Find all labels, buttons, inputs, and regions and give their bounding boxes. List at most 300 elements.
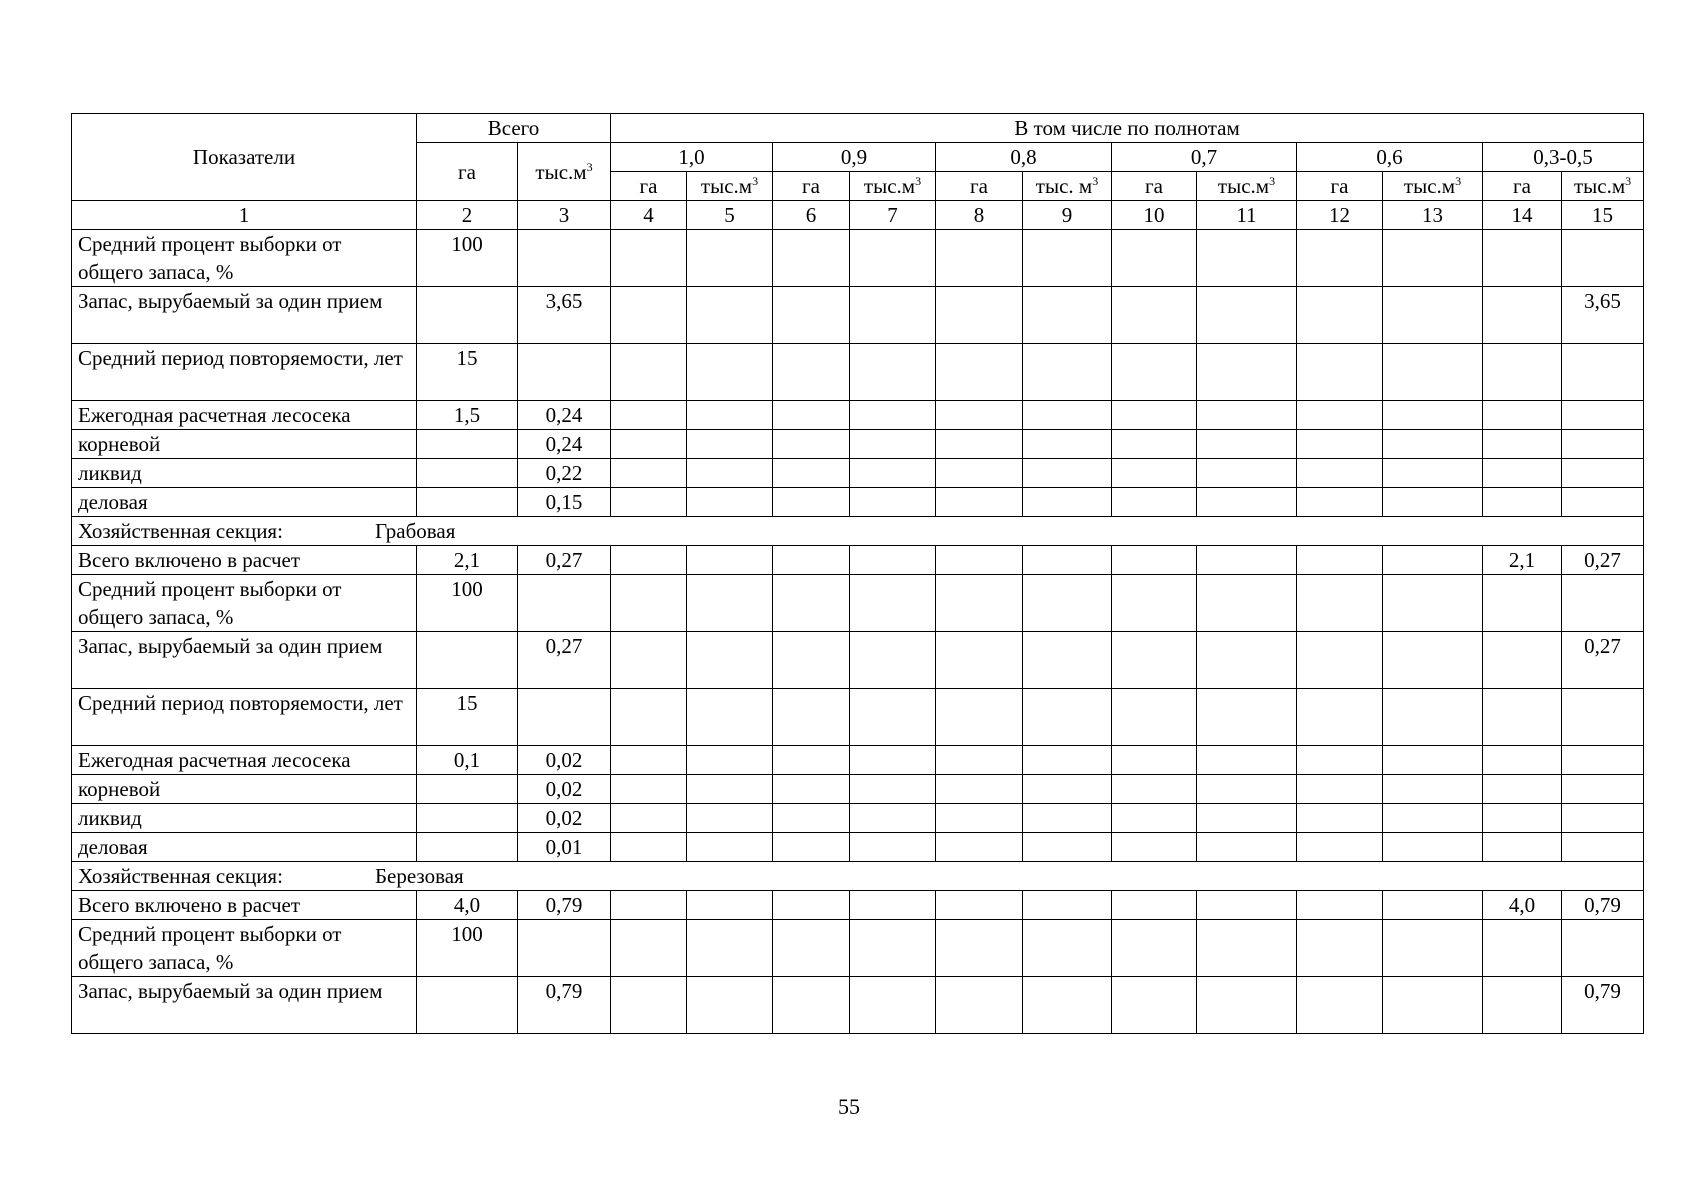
table-cell: 0,24 [518,401,611,430]
table-cell [687,287,773,344]
row-label: корневой [72,775,417,804]
table-cell [687,977,773,1034]
table-row [72,401,1644,430]
table-cell [1562,344,1644,401]
table-cell [417,287,518,344]
table-row [72,546,1644,575]
table-cell [1197,575,1297,632]
table-cell [936,344,1023,401]
table-cell [611,287,687,344]
table-cell [1197,632,1297,689]
row-label: Запас, вырубаемый за один прием [72,632,417,689]
table-cell [1562,746,1644,775]
table-row [72,344,1644,401]
table-cell [1197,344,1297,401]
row-label: деловая [72,488,417,517]
header-tm: тыс. $м^3$ [1023,172,1112,201]
table-cell [611,230,687,287]
table-cell: 0,27 [518,546,611,575]
header-total: Всего [417,114,611,143]
table-cell [850,401,936,430]
table-cell [773,546,850,575]
table-cell [687,230,773,287]
table-cell [850,632,936,689]
table-cell [687,833,773,862]
table-cell [1023,833,1112,862]
table-cell [1112,488,1197,517]
table-cell [417,833,518,862]
table-cell [611,632,687,689]
table-cell [1383,804,1483,833]
table-cell [1197,287,1297,344]
table-cell [1112,287,1197,344]
table-cell [1112,401,1197,430]
table-row [72,230,1644,287]
header-density: 0,7 [1112,143,1297,172]
column-number: 5 [687,201,773,230]
column-number: 1 [72,201,417,230]
row-label: Ежегодная расчетная лесосека [72,746,417,775]
table-cell [1562,230,1644,287]
table-cell [1483,746,1562,775]
table-row [72,488,1644,517]
table-cell: 0,79 [518,977,611,1034]
table-cell [1483,344,1562,401]
column-number: 6 [773,201,850,230]
table-cell [773,575,850,632]
table-cell [1297,230,1383,287]
table-cell [417,430,518,459]
table-cell [1383,689,1483,746]
table-cell [687,546,773,575]
table-cell: 0,02 [518,746,611,775]
table-cell [773,488,850,517]
table-cell [1197,488,1297,517]
table-cell [1562,775,1644,804]
table-cell [1112,546,1197,575]
table-cell [1383,430,1483,459]
table-cell [518,344,611,401]
table-cell [936,230,1023,287]
table-cell [1383,920,1483,977]
table-cell: 2,1 [1483,546,1562,575]
table-cell [936,891,1023,920]
row-label: Средний период повторяемости, лет [72,344,417,401]
table-cell [1483,401,1562,430]
header-ha: га [773,172,850,201]
column-number: 10 [1112,201,1197,230]
header-ha: га [1483,172,1562,201]
table-cell [936,833,1023,862]
table-cell [1562,575,1644,632]
table-cell [1383,344,1483,401]
table-cell [773,977,850,1034]
table-cell [611,401,687,430]
column-number: 12 [1297,201,1383,230]
table-cell: 0,79 [518,891,611,920]
table-cell: 0,01 [518,833,611,862]
table-cell: 0,79 [1562,891,1644,920]
header-density: 0,3-0,5 [1483,143,1644,172]
table-cell [936,488,1023,517]
table-cell [1197,891,1297,920]
table-cell [1197,430,1297,459]
table-cell [687,430,773,459]
column-number: 13 [1383,201,1483,230]
table-cell [1383,546,1483,575]
table-cell [1383,575,1483,632]
header-tm: $тыс.м^3$ [1562,172,1644,201]
table-cell [1562,401,1644,430]
table-cell [850,430,936,459]
table-cell [1023,804,1112,833]
table-cell [1112,575,1197,632]
table-cell [936,746,1023,775]
table-cell [1297,287,1383,344]
column-number: 8 [936,201,1023,230]
section-name: Грабовая [374,519,456,543]
table-cell: 0,02 [518,775,611,804]
table-row [72,430,1644,459]
table-row [72,287,1644,344]
row-label: Всего включено в расчет [72,891,417,920]
column-number: 7 [850,201,936,230]
table-cell [1023,977,1112,1034]
table-cell [1297,459,1383,488]
table-cell: 4,0 [417,891,518,920]
table-cell [687,920,773,977]
table-cell [417,775,518,804]
table-cell [1297,891,1383,920]
table-cell [611,775,687,804]
table-cell [1383,287,1483,344]
table-cell [1383,746,1483,775]
column-number: 4 [611,201,687,230]
table-cell [1112,804,1197,833]
table-cell [687,575,773,632]
table-cell: 3,65 [518,287,611,344]
column-number: 11 [1197,201,1297,230]
table-cell [1297,488,1383,517]
row-label: Средний процент выборки от общего запаса, % [72,575,417,632]
table-cell [773,401,850,430]
row-label: Запас, вырубаемый за один прием [72,287,417,344]
table-cell [1297,430,1383,459]
table-cell: 15 [417,344,518,401]
table-cell [1383,230,1483,287]
table-row [72,833,1644,862]
table-cell [518,920,611,977]
table-cell [417,632,518,689]
table-cell [1197,804,1297,833]
table-row [72,920,1644,977]
row-label: Средний период повторяемости, лет [72,689,417,746]
table-cell [687,401,773,430]
table-cell [1297,689,1383,746]
column-number: 14 [1483,201,1562,230]
table-cell: 0,27 [1562,546,1644,575]
row-label: Запас, вырубаемый за один прием [72,977,417,1034]
table-cell [1197,833,1297,862]
table-cell [1483,632,1562,689]
table-cell [1197,775,1297,804]
table-cell [1023,891,1112,920]
table-cell: 0,79 [1562,977,1644,1034]
table-cell [1197,401,1297,430]
table-cell [936,287,1023,344]
table-cell [1483,977,1562,1034]
row-label: Всего включено в расчет [72,546,417,575]
table-cell [518,575,611,632]
table-cell [1383,488,1483,517]
table-row [72,804,1644,833]
table-cell [1023,746,1112,775]
table-cell [1197,746,1297,775]
table-cell [1023,632,1112,689]
table-cell [1383,401,1483,430]
table-row [72,891,1644,920]
table-cell [1112,230,1197,287]
row-label: деловая [72,833,417,862]
table-cell [1483,575,1562,632]
table-cell [1112,920,1197,977]
table-cell [1297,746,1383,775]
table-cell [1112,459,1197,488]
table-cell [850,575,936,632]
page-number: 55 [838,1094,860,1119]
table-cell [773,632,850,689]
table-cell [1297,977,1383,1034]
table-cell [1297,546,1383,575]
table-cell [1023,575,1112,632]
table-cell [1023,459,1112,488]
table-cell [1197,689,1297,746]
header-ha: га [1112,172,1197,201]
table-cell [1023,401,1112,430]
column-numbers-row [72,201,1644,230]
table-cell [687,344,773,401]
table-cell [1023,287,1112,344]
table-cell [850,287,936,344]
table-cell: 0,1 [417,746,518,775]
table-cell: 0,27 [518,632,611,689]
table-cell [850,689,936,746]
table-cell [850,746,936,775]
table-cell [687,689,773,746]
header-ha: га [936,172,1023,201]
table-cell [773,287,850,344]
table-cell: 100 [417,575,518,632]
section-row [72,862,1644,891]
row-label: Ежегодная расчетная лесосека [72,401,417,430]
table-cell [611,746,687,775]
header-density: 0,8 [936,143,1112,172]
table-cell [1483,430,1562,459]
table-cell [1197,459,1297,488]
table-cell [1197,920,1297,977]
table-cell [687,632,773,689]
table-cell [773,430,850,459]
table-cell [936,459,1023,488]
table-cell [1023,344,1112,401]
table-cell [611,459,687,488]
table-cell: 15 [417,689,518,746]
header-row-1 [72,114,1644,143]
header-density: 0,9 [773,143,936,172]
table-row [72,775,1644,804]
table-cell [687,891,773,920]
table-cell: 100 [417,920,518,977]
section-row [72,517,1644,546]
row-label: корневой [72,430,417,459]
table-cell [1023,430,1112,459]
table-cell [850,977,936,1034]
table-cell: 0,22 [518,459,611,488]
table-cell [687,775,773,804]
table-cell [687,804,773,833]
table-cell [1483,833,1562,862]
table-cell: 2,1 [417,546,518,575]
table-cell: 3,65 [1562,287,1644,344]
table-cell [850,804,936,833]
table-cell [936,689,1023,746]
table-cell [687,746,773,775]
table-cell [773,920,850,977]
table-cell [1562,833,1644,862]
table-cell [850,546,936,575]
table-cell [611,977,687,1034]
table-cell [1383,891,1483,920]
table-cell [850,459,936,488]
table-row [72,977,1644,1034]
table-cell [1197,546,1297,575]
table-cell [1112,632,1197,689]
table-cell [1483,459,1562,488]
table-cell [1023,230,1112,287]
header-ha: га [611,172,687,201]
table-cell [1383,632,1483,689]
table-cell: 0,24 [518,430,611,459]
table-cell [1483,775,1562,804]
table-cell [936,977,1023,1034]
table-row [72,632,1644,689]
column-number: 3 [518,201,611,230]
table-cell: 0,02 [518,804,611,833]
table-cell: 100 [417,230,518,287]
column-number: 9 [1023,201,1112,230]
section-cell [72,517,1644,546]
table-cell [773,459,850,488]
table-cell [936,546,1023,575]
table-cell [1297,775,1383,804]
table-cell [936,775,1023,804]
table-cell [611,344,687,401]
table-cell [518,230,611,287]
header-tm: $тыс.м^3$ [687,172,773,201]
header-density: 1,0 [611,143,773,172]
table-cell [687,488,773,517]
table-cell [773,689,850,746]
table-cell [518,689,611,746]
table-cell [1112,833,1197,862]
table-cell [850,920,936,977]
table-cell [1023,775,1112,804]
table-cell [1297,401,1383,430]
table-cell: 4,0 [1483,891,1562,920]
row-label: ликвид [72,459,417,488]
table-cell [611,546,687,575]
table-cell [1383,775,1483,804]
table-cell [1112,775,1197,804]
table-cell [417,459,518,488]
table-cell [611,575,687,632]
table-cell [1483,920,1562,977]
section-cell [72,862,1644,891]
table-cell [1383,977,1483,1034]
table-cell [850,833,936,862]
table-cell [850,230,936,287]
table-cell [1023,546,1112,575]
table-cell [611,833,687,862]
table-cell [773,746,850,775]
header-indicators: Показатели [72,114,417,201]
table-cell [1297,833,1383,862]
table-cell [611,689,687,746]
table-cell [1023,689,1112,746]
table-cell [611,804,687,833]
header-ha: га [1297,172,1383,201]
table-row [72,746,1644,775]
table-cell: 0,15 [518,488,611,517]
table-cell [611,430,687,459]
table-row [72,575,1644,632]
table-cell [773,775,850,804]
table-cell [1562,920,1644,977]
table-cell [1112,891,1197,920]
table-cell [1562,689,1644,746]
header-tm: $тыс.м^3$ [1383,172,1483,201]
table-cell [611,891,687,920]
table-cell [850,775,936,804]
section-label: Хозяйственная секция: [78,519,283,543]
table-row [72,689,1644,746]
table-cell [1197,977,1297,1034]
table-cell [1483,287,1562,344]
table-cell [773,230,850,287]
table-cell [1297,920,1383,977]
table-cell [1023,488,1112,517]
table-cell [1112,689,1197,746]
table-cell [1297,344,1383,401]
row-label: Средний процент выборки от общего запаса, % [72,230,417,287]
header-total-tm: $тыс.м^3$ [518,143,611,201]
header-including: В том числе по полнотам [611,114,1644,143]
row-label: Средний процент выборки от общего запаса, % [72,920,417,977]
header-tm: $тыс.м^3$ [850,172,936,201]
section-name: Березовая [374,864,464,888]
table-cell [1483,804,1562,833]
table-cell [1562,459,1644,488]
table-cell [850,488,936,517]
row-label: ликвид [72,804,417,833]
table-cell [850,891,936,920]
table-cell [1483,488,1562,517]
table-cell [1112,430,1197,459]
table-cell [1297,804,1383,833]
table-cell [936,430,1023,459]
table-row [72,459,1644,488]
table-cell [936,632,1023,689]
